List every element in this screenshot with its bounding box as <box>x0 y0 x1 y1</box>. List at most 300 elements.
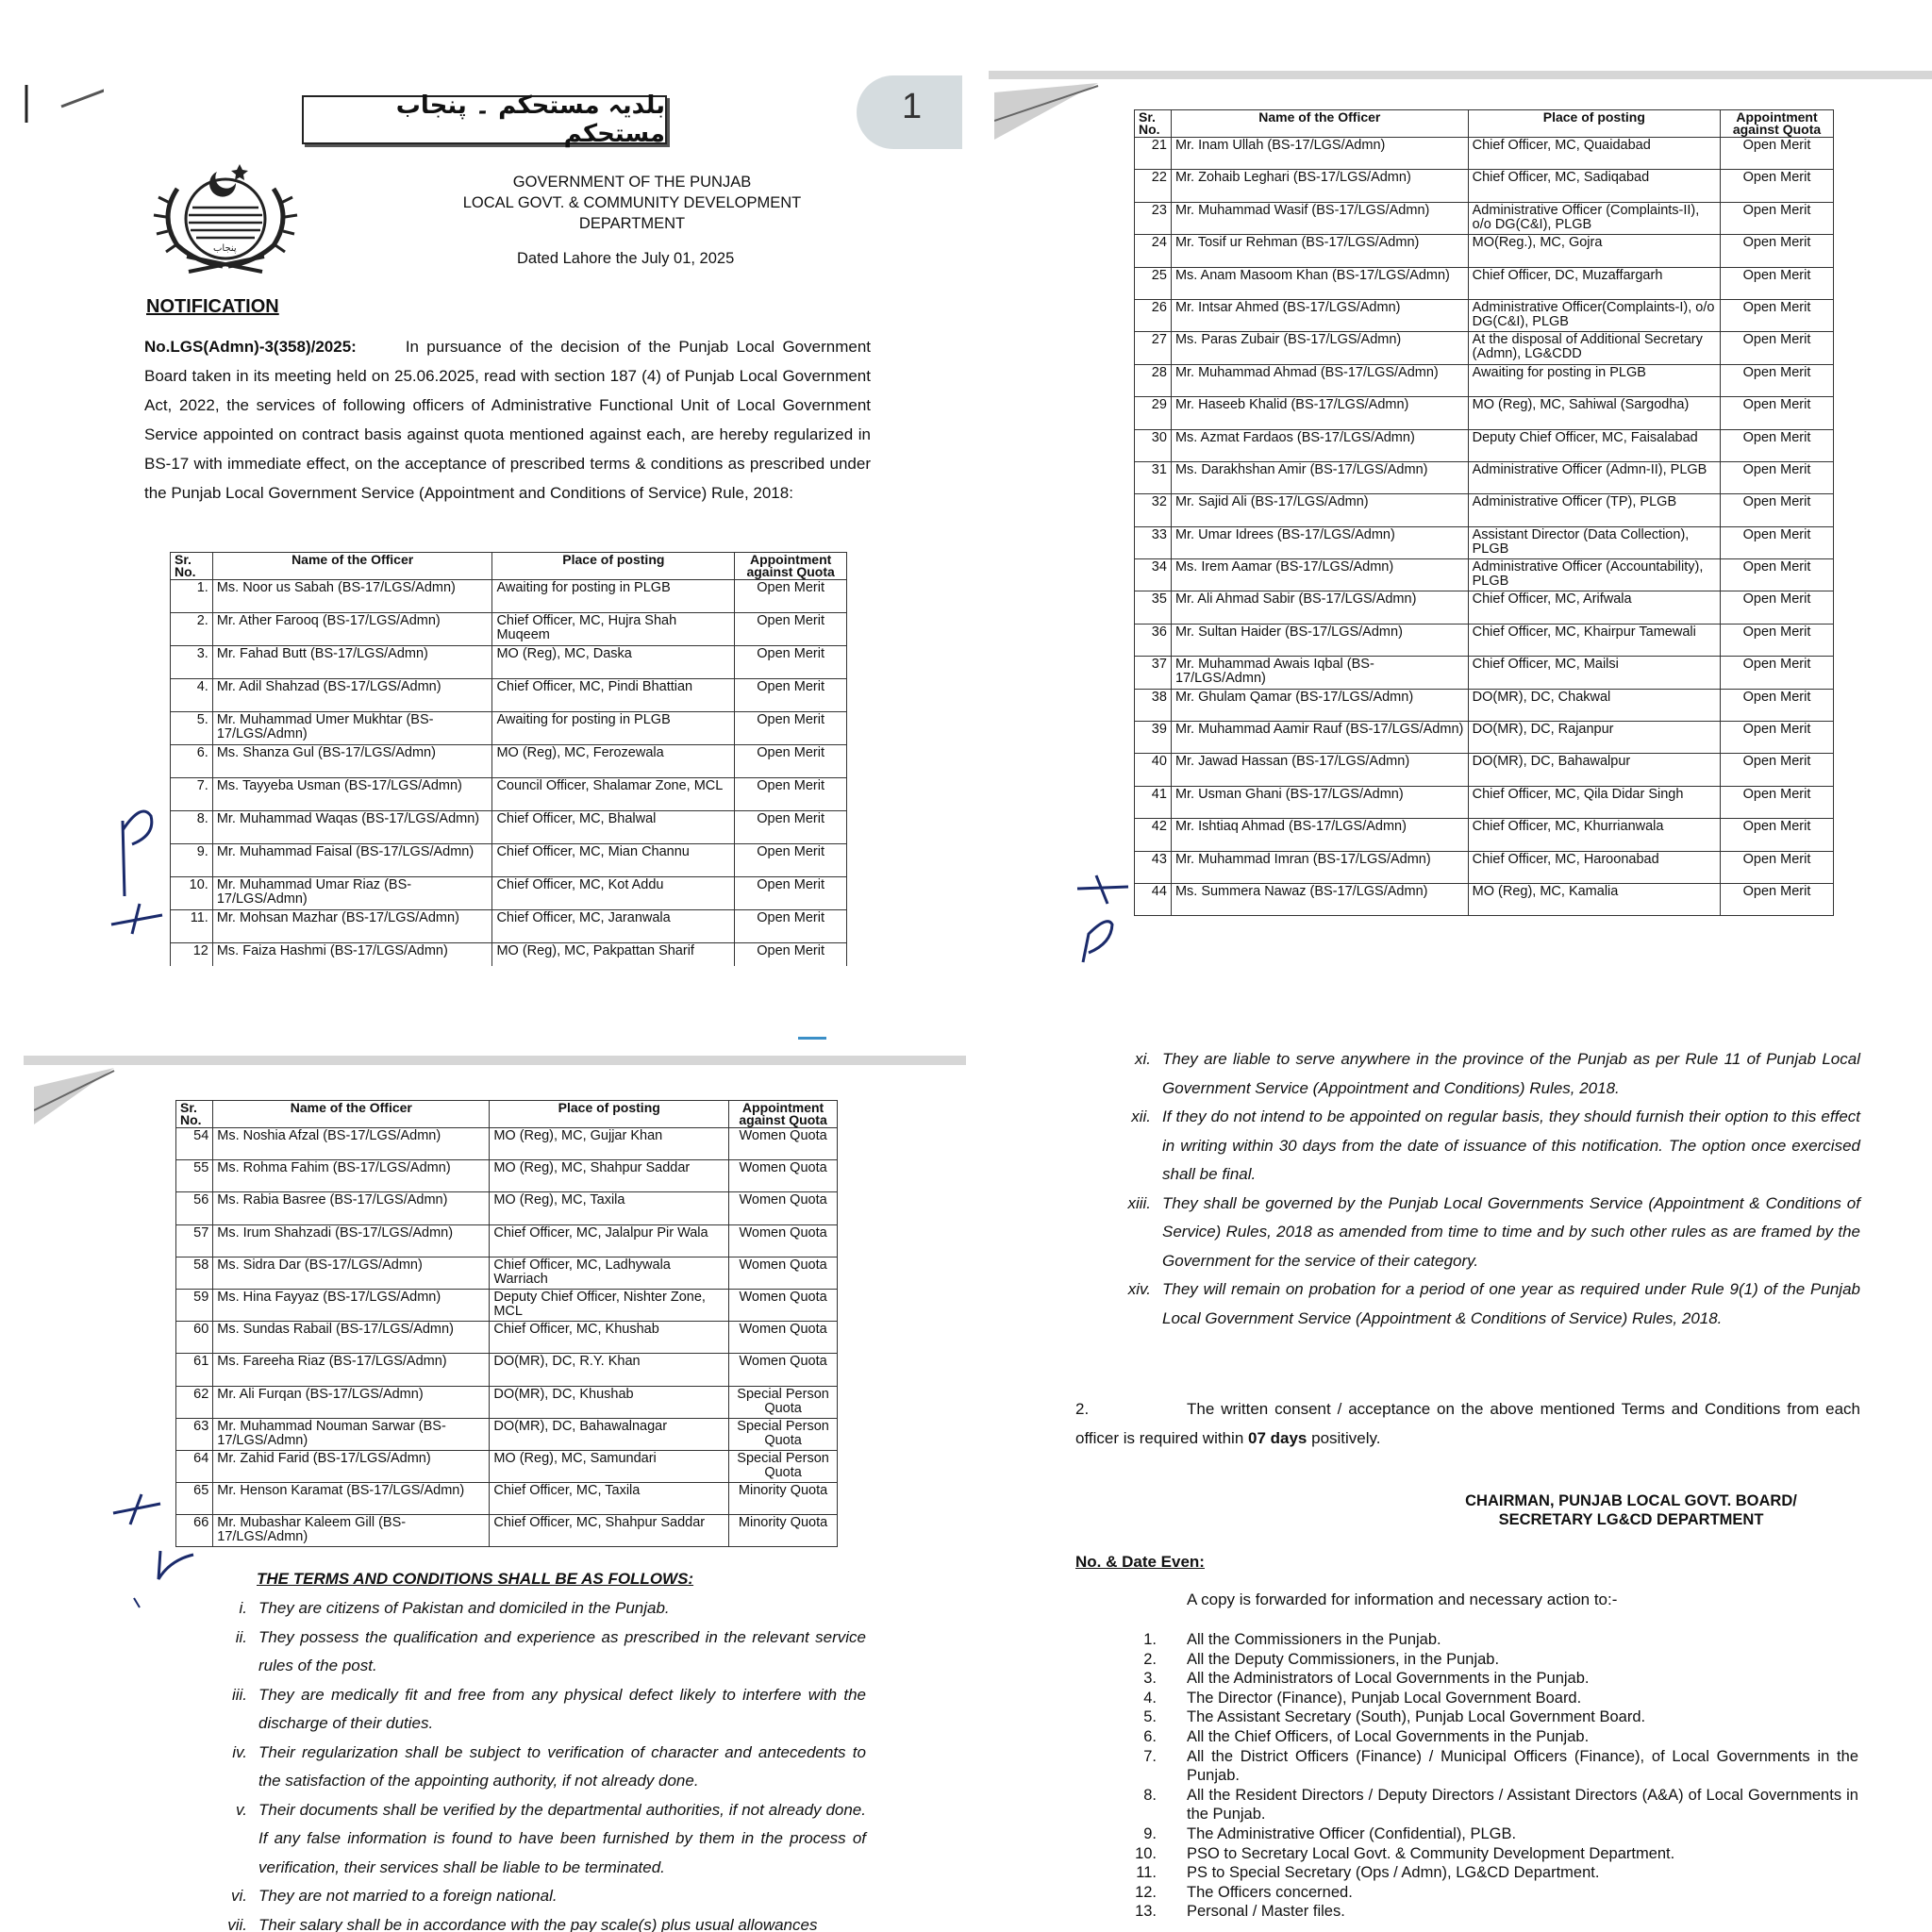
cell-quota: Open Merit <box>735 844 847 877</box>
list-number: 12. <box>1135 1883 1157 1901</box>
col-quota: Appointment against Quota <box>735 553 847 580</box>
cell-quota: Open Merit <box>735 679 847 712</box>
cell-sr: 21 <box>1135 138 1172 170</box>
table-row <box>176 1386 838 1418</box>
terms-list-a <box>209 1594 866 1932</box>
cell-name: Mr. Muhammad Aamir Rauf (BS-17/LGS/Admn) <box>1171 722 1468 754</box>
cell-name: Mr. Muhammad Umer Mukhtar (BS-17/LGS/Admn) <box>212 712 492 745</box>
pen-signature-mark <box>104 1475 208 1617</box>
page-edge-bar <box>24 1056 966 1065</box>
list-number: 6. <box>1143 1727 1157 1745</box>
cell-name: Mr. Fahad Butt (BS-17/LGS/Admn) <box>212 646 492 679</box>
cell-place: Chief Officer, MC, Pindi Bhattian <box>492 679 735 712</box>
page-bottom-right <box>966 966 1932 1932</box>
list-number: xiii. <box>1127 1193 1151 1212</box>
cell-place: DO(MR), DC, Chakwal <box>1468 689 1720 721</box>
table-row <box>1135 397 1834 429</box>
table-row <box>171 844 847 877</box>
cell-quota: Open Merit <box>1720 461 1833 493</box>
cell-quota: Open Merit <box>1720 138 1833 170</box>
cell-quota: Special Person Quota <box>729 1386 838 1418</box>
copy-item <box>1130 1883 1858 1903</box>
page-bottom-left <box>0 966 966 1932</box>
cell-quota: Women Quota <box>729 1354 838 1386</box>
cell-quota: Open Merit <box>735 910 847 943</box>
notification-body: No.LGS(Admn)-3(358)/2025: In pursuance of the decision of the Punjab Local Government Board taken in its meeting held on 25.06.2025, read with section 187 (4) of Punjab Local Government Act, 2022, the services of following officers of Administrative Functional Unit of Local Government Service appointed on contract basis against quota mentioned against each, are hereby regularized in BS-17 with immediate effect, on the acceptance of prescribed terms & conditions as prescribed under the Punjab Local Government Service (Appointment and Conditions of Service) Rule, 2018: <box>144 338 871 502</box>
copy-item <box>1130 1747 1858 1786</box>
table-row <box>176 1224 838 1257</box>
table-row <box>171 910 847 943</box>
cell-sr: 36 <box>1135 624 1172 656</box>
table-row <box>171 943 847 967</box>
cell-quota: Open Merit <box>1720 332 1833 364</box>
list-text: The Officers concerned. <box>1187 1883 1353 1901</box>
table-row <box>176 1483 838 1515</box>
table-row <box>1135 689 1834 721</box>
table-row <box>1135 819 1834 851</box>
cell-sr: 32 <box>1135 494 1172 526</box>
terms-item <box>1113 1190 1860 1276</box>
cell-sr: 64 <box>176 1450 213 1482</box>
col-name: Name of the Officer <box>213 1101 490 1128</box>
cell-sr: 41 <box>1135 786 1172 818</box>
table-row <box>1135 883 1834 915</box>
cell-place: Chief Officer, MC, Khairpur Tamewali <box>1468 624 1720 656</box>
list-text: All the Resident Directors / Deputy Directors / Assistant Directors (A&A) of Local Governments in the Punjab. <box>1187 1786 1858 1824</box>
col-quota: Appointment against Quota <box>729 1101 838 1128</box>
table-row <box>1135 624 1834 656</box>
table-row <box>176 1515 838 1547</box>
list-text: Their regularization shall be subject to verification of character and antecedents to the satisfaction of the appointing authority, if not already done. <box>258 1742 866 1790</box>
list-text: If they do not intend to be appointed on regular basis, they should furnish their option to this effect in writing within 30 days from the date of issuance of this notification. The option once exercised shall be final. <box>1162 1108 1860 1183</box>
table-row <box>1135 851 1834 883</box>
table-row <box>176 1257 838 1289</box>
col-sr: Sr. No. <box>176 1101 213 1128</box>
cell-sr: 25 <box>1135 267 1172 299</box>
cell-sr: 59 <box>176 1289 213 1321</box>
col-sr: Sr. No. <box>1135 110 1172 138</box>
cell-quota: Open Merit <box>1720 883 1833 915</box>
cell-quota: Open Merit <box>1720 754 1833 786</box>
cell-sr: 37 <box>1135 657 1172 689</box>
list-number: 8. <box>1143 1786 1157 1804</box>
copy-item <box>1130 1824 1858 1844</box>
cell-place: Chief Officer, MC, Hujra Shah Muqeem <box>492 613 735 646</box>
cell-name: Mr. Henson Karamat (BS-17/LGS/Admn) <box>213 1483 490 1515</box>
table-row <box>1135 332 1834 364</box>
punjab-government-emblem-logo <box>149 151 302 274</box>
cell-sr: 3. <box>171 646 213 679</box>
cell-sr: 29 <box>1135 397 1172 429</box>
table-row <box>1135 657 1834 689</box>
cell-quota: Open Merit <box>1720 786 1833 818</box>
cell-name: Mr. Usman Ghani (BS-17/LGS/Admn) <box>1171 786 1468 818</box>
list-text: They are liable to serve anywhere in the province of the Punjab as per Rule 11 of Punjab Local Government Service (Appointment and Conditions) Rules, 2018. <box>1162 1050 1860 1097</box>
cell-place: Deputy Chief Officer, MC, Faisalabad <box>1468 429 1720 461</box>
cell-sr: 8. <box>171 811 213 844</box>
cell-place: MO (Reg), MC, Pakpattan Sharif <box>492 943 735 967</box>
cell-quota: Open Merit <box>1720 299 1833 331</box>
terms-item <box>209 1739 866 1796</box>
cell-name: Ms. Irum Shahzadi (BS-17/LGS/Admn) <box>213 1224 490 1257</box>
cell-place: Chief Officer, MC, Taxila <box>490 1483 729 1515</box>
table-row <box>171 712 847 745</box>
list-number: iv. <box>232 1742 247 1761</box>
government-heading: GOVERNMENT OF THE PUNJAB LOCAL GOVT. & COMMUNITY DEVELOPMENT DEPARTMENT <box>462 174 802 232</box>
cell-place: MO (Reg), MC, Kamalia <box>1468 883 1720 915</box>
cell-sr: 65 <box>176 1483 213 1515</box>
list-text: They are citizens of Pakistan and domiciled in the Punjab. <box>258 1599 670 1617</box>
terms-item <box>1113 1045 1860 1103</box>
table-row <box>1135 786 1834 818</box>
cell-place: Chief Officer, MC, Haroonabad <box>1468 851 1720 883</box>
table-row <box>171 679 847 712</box>
cell-sr: 62 <box>176 1386 213 1418</box>
cell-name: Mr. Muhammad Wasif (BS-17/LGS/Admn) <box>1171 202 1468 234</box>
cell-quota: Open Merit <box>735 877 847 910</box>
table-row <box>176 1289 838 1321</box>
list-number: iii. <box>231 1685 247 1704</box>
cell-sr: 40 <box>1135 754 1172 786</box>
cell-name: Ms. Rabia Basree (BS-17/LGS/Admn) <box>213 1192 490 1224</box>
table-row <box>1135 202 1834 234</box>
cell-name: Mr. Muhammad Imran (BS-17/LGS/Admn) <box>1171 851 1468 883</box>
cell-name: Mr. Ishtiaq Ahmad (BS-17/LGS/Admn) <box>1171 819 1468 851</box>
notification-number: No.LGS(Admn)-3(358)/2025: <box>144 338 357 356</box>
cell-sr: 9. <box>171 844 213 877</box>
cell-quota: Open Merit <box>735 745 847 778</box>
cell-place: Chief Officer, MC, Qila Didar Singh <box>1468 786 1720 818</box>
cell-quota: Special Person Quota <box>729 1418 838 1450</box>
table-row <box>171 745 847 778</box>
cell-name: Mr. Muhammad Faisal (BS-17/LGS/Admn) <box>212 844 492 877</box>
svg-text:پنجاب: پنجاب <box>213 243 237 254</box>
table-row <box>1135 559 1834 591</box>
cell-quota: Women Quota <box>729 1192 838 1224</box>
col-name: Name of the Officer <box>1171 110 1468 138</box>
urdu-banner: بلدیہ مستحکم ۔ پنجاب مستحکم <box>302 95 667 144</box>
officers-table-1 <box>170 552 847 966</box>
cell-place: MO (Reg), MC, Sahiwal (Sargodha) <box>1468 397 1720 429</box>
cell-quota: Open Merit <box>1720 819 1833 851</box>
paragraph-2: 2. The written consent / acceptance on the above mentioned Terms and Conditions from each officer is required within 07 days positively. <box>1075 1400 1860 1447</box>
table-row <box>1135 267 1834 299</box>
cell-quota: Minority Quota <box>729 1515 838 1547</box>
list-number: 1. <box>1143 1631 1157 1648</box>
cell-quota: Open Merit <box>1720 559 1833 591</box>
cell-place: MO (Reg), MC, Gujjar Khan <box>490 1128 729 1160</box>
table-row <box>176 1160 838 1192</box>
cell-sr: 11. <box>171 910 213 943</box>
cell-place: Chief Officer, MC, Khushab <box>490 1322 729 1354</box>
cell-name: Mr. Intsar Ahmed (BS-17/LGS/Admn) <box>1171 299 1468 331</box>
list-number: 4. <box>1143 1689 1157 1707</box>
list-text: PS to Special Secretary (Ops / Admn), LG&CD Department. <box>1187 1864 1600 1882</box>
table-row <box>1135 461 1834 493</box>
cell-place: Awaiting for posting in PLGB <box>492 580 735 613</box>
cell-quota: Women Quota <box>729 1160 838 1192</box>
cell-name: Mr. Zahid Farid (BS-17/LGS/Admn) <box>213 1450 490 1482</box>
table-row <box>1135 235 1834 267</box>
cell-name: Ms. Paras Zubair (BS-17/LGS/Admn) <box>1171 332 1468 364</box>
copy-item <box>1130 1727 1858 1747</box>
pen-signature-mark <box>1070 858 1145 966</box>
pen-signature-mark <box>104 792 179 943</box>
cell-name: Ms. Summera Nawaz (BS-17/LGS/Admn) <box>1171 883 1468 915</box>
cell-name: Mr. Ather Farooq (BS-17/LGS/Admn) <box>212 613 492 646</box>
terms-item <box>209 1594 866 1624</box>
list-text: They possess the qualification and experience as prescribed in the relevant service rules of the post. <box>258 1627 866 1674</box>
list-text: The Assistant Secretary (South), Punjab Local Government Board. <box>1187 1708 1646 1726</box>
terms-item <box>209 1681 866 1739</box>
terms-item <box>209 1882 866 1911</box>
cell-name: Mr. Ali Furqan (BS-17/LGS/Admn) <box>213 1386 490 1418</box>
terms-heading: THE TERMS AND CONDITIONS SHALL BE AS FOLLOWS: <box>257 1570 694 1588</box>
col-quota: Appointment against Quota <box>1720 110 1833 138</box>
cell-name: Mr. Muhammad Ahmad (BS-17/LGS/Admn) <box>1171 364 1468 396</box>
cell-place: DO(MR), DC, Khushab <box>490 1386 729 1418</box>
cell-name: Ms. Tayyeba Usman (BS-17/LGS/Admn) <box>212 778 492 811</box>
table-row <box>171 580 847 613</box>
cell-name: Ms. Azmat Fardaos (BS-17/LGS/Admn) <box>1171 429 1468 461</box>
col-place: Place of posting <box>492 553 735 580</box>
cell-name: Ms. Shanza Gul (BS-17/LGS/Admn) <box>212 745 492 778</box>
cell-quota: Special Person Quota <box>729 1450 838 1482</box>
copy-item <box>1130 1786 1858 1824</box>
cell-quota: Open Merit <box>735 811 847 844</box>
cell-sr: 22 <box>1135 170 1172 202</box>
cell-name: Ms. Faiza Hashmi (BS-17/LGS/Admn) <box>212 943 492 967</box>
cell-name: Mr. Sultan Haider (BS-17/LGS/Admn) <box>1171 624 1468 656</box>
list-text: They are medically fit and free from any physical defect likely to interfere with the discharge of their duties. <box>258 1685 866 1732</box>
list-number: 3. <box>1143 1670 1157 1688</box>
list-text: The Director (Finance), Punjab Local Government Board. <box>1187 1689 1582 1707</box>
cell-place: MO (Reg), MC, Taxila <box>490 1192 729 1224</box>
cell-sr: 27 <box>1135 332 1172 364</box>
cell-name: Mr. Adil Shahzad (BS-17/LGS/Admn) <box>212 679 492 712</box>
cell-quota: Open Merit <box>1720 689 1833 721</box>
terms-item <box>209 1911 866 1932</box>
copy-item <box>1130 1707 1858 1727</box>
cell-sr: 39 <box>1135 722 1172 754</box>
cell-name: Mr. Muhammad Umar Riaz (BS-17/LGS/Admn) <box>212 877 492 910</box>
cell-sr: 43 <box>1135 851 1172 883</box>
cell-place: MO (Reg), MC, Ferozewala <box>492 745 735 778</box>
cell-quota: Open Merit <box>735 778 847 811</box>
cell-sr: 34 <box>1135 559 1172 591</box>
terms-list-b <box>1113 1045 1860 1333</box>
list-number: 13. <box>1135 1903 1157 1921</box>
cell-quota: Open Merit <box>735 646 847 679</box>
list-number: ii. <box>235 1627 247 1646</box>
cell-place: DO(MR), DC, R.Y. Khan <box>490 1354 729 1386</box>
cell-sr: 4. <box>171 679 213 712</box>
cell-quota: Open Merit <box>1720 851 1833 883</box>
cell-name: Ms. Darakhshan Amir (BS-17/LGS/Admn) <box>1171 461 1468 493</box>
terms-item <box>209 1624 866 1681</box>
list-number: 10. <box>1135 1844 1157 1862</box>
cell-place: Administrative Officer (Accountability), PLGB <box>1468 559 1720 591</box>
cell-place: Chief Officer, MC, Kot Addu <box>492 877 735 910</box>
cell-place: DO(MR), DC, Bahawalnagar <box>490 1418 729 1450</box>
list-number: vi. <box>231 1887 247 1905</box>
table-row <box>171 811 847 844</box>
cell-name: Mr. Ali Ahmad Sabir (BS-17/LGS/Admn) <box>1171 591 1468 624</box>
cell-place: Administrative Officer (TP), PLGB <box>1468 494 1720 526</box>
cell-place: Deputy Chief Officer, Nishter Zone, MCL <box>490 1289 729 1321</box>
cell-place: Chief Officer, DC, Muzaffargarh <box>1468 267 1720 299</box>
cell-name: Ms. Noor us Sabah (BS-17/LGS/Admn) <box>212 580 492 613</box>
list-number: xi. <box>1135 1050 1151 1068</box>
cell-sr: 33 <box>1135 526 1172 558</box>
list-text: All the Chief Officers, of Local Governments in the Punjab. <box>1187 1727 1590 1745</box>
cell-quota: Open Merit <box>1720 494 1833 526</box>
cell-quota: Open Merit <box>735 613 847 646</box>
copy-item <box>1130 1902 1858 1922</box>
list-number: xiv. <box>1127 1280 1151 1298</box>
list-number: xii. <box>1131 1108 1151 1125</box>
list-number: v. <box>236 1800 247 1819</box>
cell-name: Ms. Noshia Afzal (BS-17/LGS/Admn) <box>213 1128 490 1160</box>
table-row <box>1135 138 1834 170</box>
list-number: vii. <box>227 1915 247 1932</box>
table-row <box>1135 364 1834 396</box>
cell-name: Mr. Mubashar Kaleem Gill (BS-17/LGS/Admn) <box>213 1515 490 1547</box>
list-text: PSO to Secretary Local Govt. & Community Development Department. <box>1187 1844 1675 1862</box>
copy-item <box>1130 1650 1858 1670</box>
cell-quota: Open Merit <box>735 712 847 745</box>
cell-quota: Open Merit <box>1720 722 1833 754</box>
copy-item <box>1130 1863 1858 1883</box>
cell-quota: Open Merit <box>1720 624 1833 656</box>
copy-recipient-list <box>1130 1630 1858 1922</box>
list-number: 11. <box>1136 1864 1157 1882</box>
cell-quota: Open Merit <box>1720 202 1833 234</box>
table-row <box>176 1192 838 1224</box>
blue-dash-mark <box>798 1037 826 1040</box>
list-text: They will remain on probation for a period of one year as required under Rule 9(1) of the Punjab Local Government Service (Appointment & Conditions of Service) Rules, 2018. <box>1162 1280 1860 1327</box>
cell-name: Mr. Jawad Hassan (BS-17/LGS/Admn) <box>1171 754 1468 786</box>
table-row <box>1135 429 1834 461</box>
cell-name: Mr. Zohaib Leghari (BS-17/LGS/Admn) <box>1171 170 1468 202</box>
terms-item <box>1113 1103 1860 1190</box>
cell-name: Ms. Irem Aamar (BS-17/LGS/Admn) <box>1171 559 1468 591</box>
copy-item <box>1130 1669 1858 1689</box>
cell-place: Chief Officer, MC, Shahpur Saddar <box>490 1515 729 1547</box>
page-top-right <box>966 0 1932 966</box>
cell-quota: Open Merit <box>1720 267 1833 299</box>
cell-sr: 31 <box>1135 461 1172 493</box>
cell-place: Chief Officer, MC, Arifwala <box>1468 591 1720 624</box>
cell-name: Ms. Rohma Fahim (BS-17/LGS/Admn) <box>213 1160 490 1192</box>
list-text: All the District Officers (Finance) / Municipal Officers (Finance), of Local Governments in the Punjab. <box>1187 1747 1858 1785</box>
cell-quota: Open Merit <box>735 943 847 967</box>
cell-name: Mr. Mohsan Mazhar (BS-17/LGS/Admn) <box>212 910 492 943</box>
dated-line: Dated Lahore the July 01, 2025 <box>517 250 735 267</box>
cell-sr: 12 <box>171 943 213 967</box>
cell-quota: Open Merit <box>1720 170 1833 202</box>
col-place: Place of posting <box>490 1101 729 1128</box>
cell-sr: 57 <box>176 1224 213 1257</box>
copy-intro: A copy is forwarded for information and necessary action to:- <box>1187 1591 1618 1608</box>
list-number: i. <box>239 1599 247 1617</box>
page-corner-fold <box>34 1068 119 1134</box>
cell-place: Chief Officer, MC, Khurrianwala <box>1468 819 1720 851</box>
cell-name: Mr. Haseeb Khalid (BS-17/LGS/Admn) <box>1171 397 1468 429</box>
cell-place: Chief Officer, MC, Jalalpur Pir Wala <box>490 1224 729 1257</box>
table-row <box>171 877 847 910</box>
cell-quota: Women Quota <box>729 1257 838 1289</box>
cell-sr: 63 <box>176 1418 213 1450</box>
copy-item <box>1130 1689 1858 1708</box>
notification-heading: NOTIFICATION <box>146 296 279 317</box>
table-row <box>1135 722 1834 754</box>
table-row <box>1135 494 1834 526</box>
cell-sr: 10. <box>171 877 213 910</box>
list-number: 7. <box>1143 1747 1157 1765</box>
cell-quota: Women Quota <box>729 1224 838 1257</box>
officers-table-2 <box>1134 109 1834 916</box>
cell-place: Chief Officer, MC, Bhalwal <box>492 811 735 844</box>
table-row <box>176 1450 838 1482</box>
cell-sr: 58 <box>176 1257 213 1289</box>
cell-sr: 2. <box>171 613 213 646</box>
table-row <box>176 1322 838 1354</box>
cell-quota: Open Merit <box>1720 397 1833 429</box>
table-row <box>171 778 847 811</box>
col-name: Name of the Officer <box>212 553 492 580</box>
cell-place: DO(MR), DC, Rajanpur <box>1468 722 1720 754</box>
cell-sr: 26 <box>1135 299 1172 331</box>
col-sr: Sr. No. <box>171 553 213 580</box>
copy-heading: No. & Date Even: <box>1075 1553 1205 1571</box>
cell-place: Awaiting for posting in PLGB <box>1468 364 1720 396</box>
cell-sr: 30 <box>1135 429 1172 461</box>
cell-name: Ms. Sidra Dar (BS-17/LGS/Admn) <box>213 1257 490 1289</box>
cell-quota: Open Merit <box>1720 235 1833 267</box>
copy-item <box>1130 1844 1858 1864</box>
table-row <box>1135 754 1834 786</box>
list-number: 5. <box>1143 1708 1157 1726</box>
table-row <box>1135 591 1834 624</box>
list-number: 9. <box>1143 1824 1157 1842</box>
page-top-left <box>0 0 966 966</box>
cell-place: MO (Reg), MC, Daska <box>492 646 735 679</box>
cell-name: Mr. Umar Idrees (BS-17/LGS/Admn) <box>1171 526 1468 558</box>
list-number: 2. <box>1143 1650 1157 1668</box>
table-row <box>171 613 847 646</box>
page-indicator: 1 <box>857 75 962 149</box>
cell-quota: Minority Quota <box>729 1483 838 1515</box>
list-text: Their documents shall be verified by the departmental authorities, if not already done. If any false information is found to have been furnished by them in the process of verification, their services shall be liable to be terminated. <box>258 1800 866 1876</box>
page-corner-fold <box>994 83 1108 149</box>
cell-quota: Women Quota <box>729 1289 838 1321</box>
table-row <box>176 1354 838 1386</box>
table-row <box>1135 526 1834 558</box>
cell-sr: 5. <box>171 712 213 745</box>
cell-place: Chief Officer, MC, Mailsi <box>1468 657 1720 689</box>
cell-sr: 28 <box>1135 364 1172 396</box>
cell-place: Chief Officer, MC, Sadiqabad <box>1468 170 1720 202</box>
list-text: The Administrative Officer (Confidential), PLGB. <box>1187 1824 1517 1842</box>
cell-name: Ms. Fareeha Riaz (BS-17/LGS/Admn) <box>213 1354 490 1386</box>
cell-place: Chief Officer, MC, Quaidabad <box>1468 138 1720 170</box>
table-row <box>176 1418 838 1450</box>
cell-quota: Open Merit <box>1720 657 1833 689</box>
list-text: Their salary shall be in accordance with the pay scale(s) plus usual allowances <box>258 1915 818 1932</box>
cell-sr: 7. <box>171 778 213 811</box>
list-text: All the Deputy Commissioners, in the Punjab. <box>1187 1650 1500 1668</box>
